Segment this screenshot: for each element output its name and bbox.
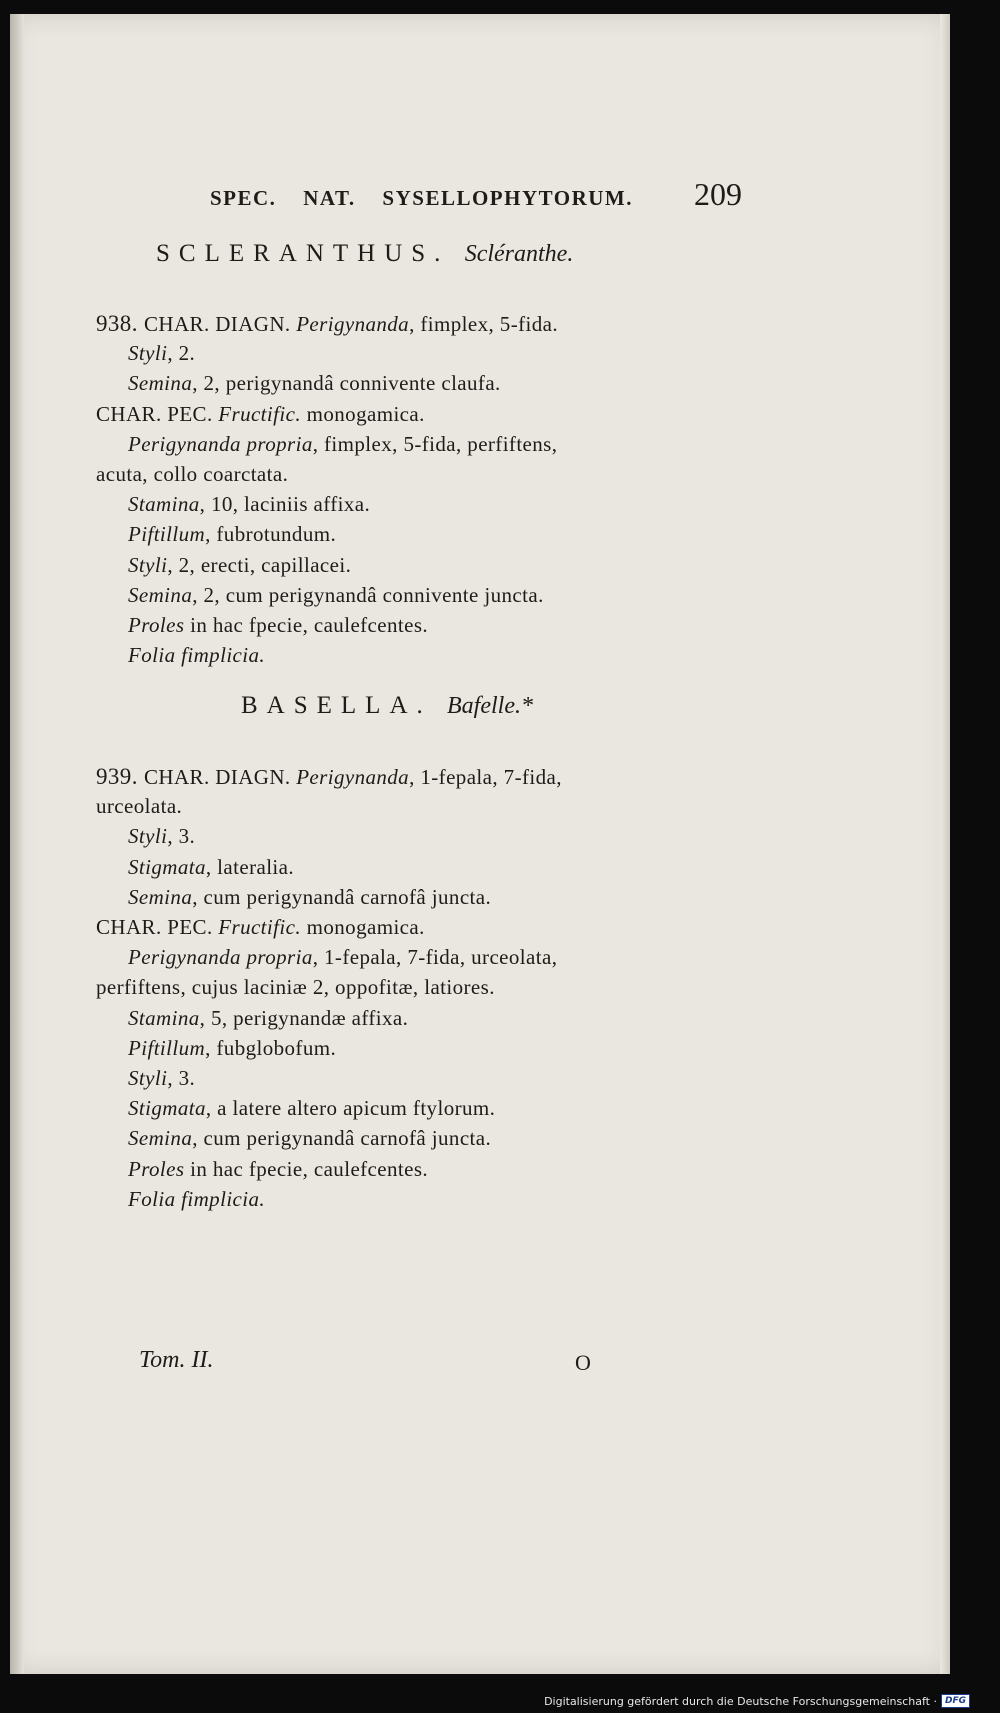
text-line [128, 492, 370, 517]
digitization-credit [544, 1694, 970, 1708]
char-label: CHAR. PEC. [96, 915, 219, 939]
term: Semina [128, 885, 193, 909]
running-head-word: SPEC. [210, 186, 277, 210]
term: Folia fimplicia. [128, 1187, 266, 1211]
term: Semina [128, 583, 193, 607]
text-line [128, 1066, 195, 1091]
description: , 5, perigynandæ affixa. [199, 1006, 409, 1030]
term: Perigynanda propria [128, 945, 313, 969]
text-line [128, 885, 491, 910]
term: Styli [128, 341, 168, 365]
text-line [128, 432, 557, 457]
description: , 3. [167, 1066, 196, 1090]
term: Styli [128, 553, 168, 577]
text-line [128, 1006, 408, 1031]
genus-name: BASELLA. [241, 692, 432, 719]
description: , cum perigynandâ carnofâ juncta. [192, 885, 492, 909]
description: monogamica. [301, 402, 425, 426]
description: , 1-fepala, 7-fida, [409, 765, 562, 789]
text-line [96, 462, 288, 487]
text-line [96, 764, 562, 790]
description: , fubrotundum. [205, 522, 337, 546]
description: , 2, cum perigynandâ connivente juncta. [192, 583, 544, 607]
description: , 3. [167, 824, 196, 848]
text-line [128, 522, 336, 547]
text-line [128, 643, 265, 668]
genus-vernacular: Bafelle.* [447, 693, 533, 719]
text-line [128, 553, 351, 578]
term: Perigynanda [296, 312, 410, 336]
description: in hac fpecie, caulefcentes. [184, 613, 429, 637]
text-line [128, 1036, 336, 1061]
dfg-logo: DFG [941, 1694, 970, 1708]
term: Stamina [128, 1006, 200, 1030]
book-page [10, 14, 950, 1674]
term: Proles [128, 613, 185, 637]
term: Piftillum [128, 1036, 206, 1060]
description: acuta, collo coarctata. [96, 462, 289, 486]
term: Fructific. [218, 915, 301, 939]
term: Stamina [128, 492, 200, 516]
text-line [128, 1157, 428, 1182]
page-number: 209 [694, 176, 742, 212]
text-line [96, 794, 182, 819]
text-line [128, 1187, 265, 1212]
term: Piftillum [128, 522, 206, 546]
term: Perigynanda propria [128, 432, 313, 456]
description: perfiftens, cujus laciniæ 2, oppofitæ, latiores. [96, 975, 495, 999]
text-line [128, 583, 544, 608]
description: in hac fpecie, caulefcentes. [184, 1157, 429, 1181]
description: , lateralia. [205, 855, 295, 879]
description: , fimplex, 5-fida. [409, 312, 559, 336]
term: Perigynanda [296, 765, 410, 789]
text-line [128, 1126, 491, 1151]
running-head-word: SYSELLOPHYTORUM. [382, 186, 633, 210]
genus-heading [156, 240, 573, 268]
running-head-word: NAT. [303, 186, 356, 210]
char-label: CHAR. PEC. [96, 402, 219, 426]
term: Semina [128, 371, 193, 395]
page-edge [940, 14, 950, 1674]
term: Stigmata [128, 1096, 206, 1120]
text-line [128, 824, 195, 849]
term: Styli [128, 1066, 168, 1090]
term: Styli [128, 824, 168, 848]
description: , fimplex, 5-fida, perfiftens, [312, 432, 558, 456]
text-line [128, 613, 428, 638]
description: , a latere altero apicum ftylorum. [205, 1096, 496, 1120]
text-line [128, 855, 294, 880]
term: Fructific. [218, 402, 301, 426]
term: Stigmata [128, 855, 206, 879]
char-label: CHAR. DIAGN. [144, 765, 297, 789]
genus-vernacular: Scléranthe. [464, 241, 574, 267]
signature-mark: O [575, 1350, 591, 1375]
running-head [210, 186, 633, 211]
text-line [96, 975, 495, 1000]
description: , 10, laciniis affixa. [199, 492, 371, 516]
term: Folia fimplicia. [128, 643, 266, 667]
genus-heading [241, 692, 533, 720]
volume-mark: Tom. II. [139, 1347, 214, 1373]
text-line [96, 915, 425, 940]
description: , cum perigynandâ carnofâ juncta. [192, 1126, 492, 1150]
description: urceolata. [96, 794, 183, 818]
description: , 2. [167, 341, 196, 365]
text-line [128, 945, 557, 970]
text-line [96, 311, 558, 337]
description: , fubglobofum. [205, 1036, 337, 1060]
page-gutter [10, 14, 24, 1674]
text-line [128, 1096, 495, 1121]
text-line [128, 341, 195, 366]
text-line [128, 371, 501, 396]
term: Semina [128, 1126, 193, 1150]
article-number: 939. [96, 764, 144, 789]
text-line [96, 402, 425, 427]
credit-text: Digitalisierung gefördert durch die Deutsche Forschungsgemeinschaft · [544, 1694, 937, 1708]
char-label: CHAR. DIAGN. [144, 312, 297, 336]
description: , 2, perigynandâ connivente claufa. [192, 371, 501, 395]
article-number: 938. [96, 311, 144, 336]
description: , 1-fepala, 7-fida, urceolata, [312, 945, 558, 969]
genus-name: SCLERANTHUS. [156, 240, 450, 267]
term: Proles [128, 1157, 185, 1181]
description: monogamica. [301, 915, 425, 939]
description: , 2, erecti, capillacei. [167, 553, 352, 577]
